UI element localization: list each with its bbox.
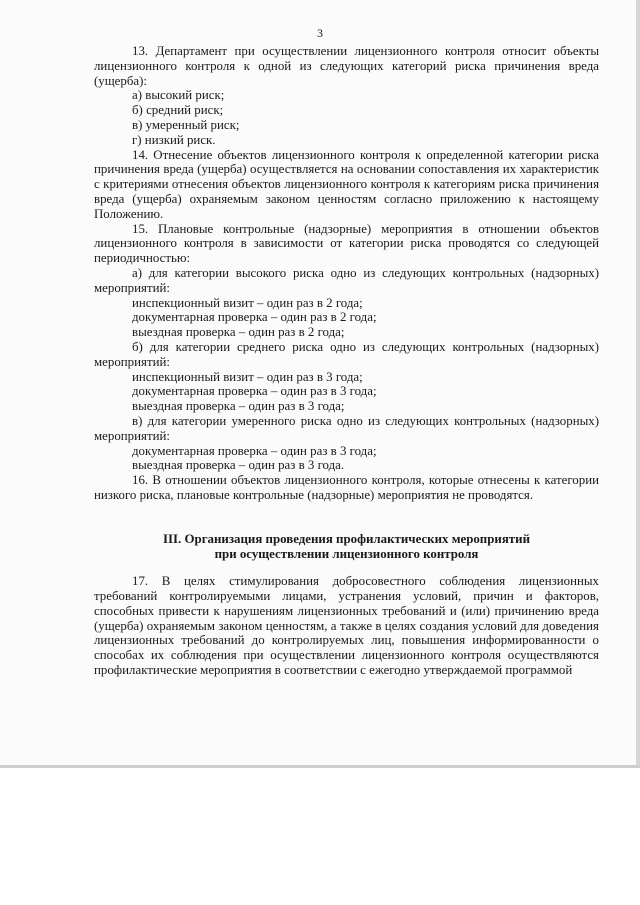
paragraph-14: 14. Отнесение объектов лицензионного контроля к определенной категории риска причинения вреда (ущерба) осуществляется на основании сопоставления их характеристик с критериями отнесения объектов лицензионного контроля к категориям риска причинения вреда (ущерба) охраняемым законом ценностям согласно приложению к настоящему Положению. [94,147,599,221]
list-item: документарная проверка – один раз в 2 года; [132,310,377,325]
list-item: документарная проверка – один раз в 3 года; [132,443,377,458]
list-item: инспекционный визит – один раз в 3 года; [132,369,363,384]
section-heading [94,532,599,562]
paragraph-17: 17. В целях стимулирования добросовестного соблюдения лицензионных требований контролируемыми лицами, устранения условий, причин и факторов, способных привести к нарушениям лицензионных требований и (или) причинению вреда (ущерба) охраняемым законом ценностям, а также в целях создания условий для доведения лицензионных требований до контролируемых лиц, повышения информированности о способах их соблюдения при осуществлении лицензионного контроля осуществляются профилактические мероприятия в соответствии с ежегодно утверждаемой программой [94,574,599,678]
scan-edge-bottom [0,765,640,768]
paragraph-15c: в) для категории умеренного риска одно из следующих контрольных (надзорных) мероприятий: [94,413,599,443]
paragraph-15b: б) для категории среднего риска одно из следующих контрольных (надзорных) мероприятий: [94,339,599,369]
list-item: выездная проверка – один раз в 2 года; [132,325,345,340]
list-item: инспекционный визит – один раз в 2 года; [132,295,363,310]
document-body [94,44,599,678]
list-item: выездная проверка – один раз в 3 года. [132,458,345,473]
paragraph-16: 16. В отношении объектов лицензионного контроля, которые отнесены к категории низкого риска, плановые контрольные (надзорные) мероприятия не проводятся. [94,473,599,502]
page-number: 3 [317,26,323,40]
list-item: выездная проверка – один раз в 3 года; [132,399,345,414]
risk-item-low: г) низкий риск. [132,132,216,147]
risk-item-medium: б) средний риск; [132,103,224,118]
risk-item-moderate: в) умеренный риск; [132,117,240,132]
section-heading-line-2: при осуществлении лицензионного контроля [214,546,479,561]
risk-item-high: а) высокий риск; [132,88,225,103]
scan-edge-right [636,0,640,768]
paragraph-15: 15. Плановые контрольные (надзорные) мероприятия в отношении объектов лицензионного контроля в зависимости от категории риска проводятся со следующей периодичностью: [94,221,599,266]
list-item: документарная проверка – один раз в 3 года; [132,384,377,399]
paragraph-13: 13. Департамент при осуществлении лицензионного контроля относит объекты лицензионного контроля к одной из следующих категорий риска причинения вреда (ущерба): [94,44,599,88]
section-heading-line-1: III. Организация проведения профилактических мероприятий [163,531,530,546]
paragraph-15a: а) для категории высокого риска одно из следующих контрольных (надзорных) мероприятий: [94,265,599,295]
